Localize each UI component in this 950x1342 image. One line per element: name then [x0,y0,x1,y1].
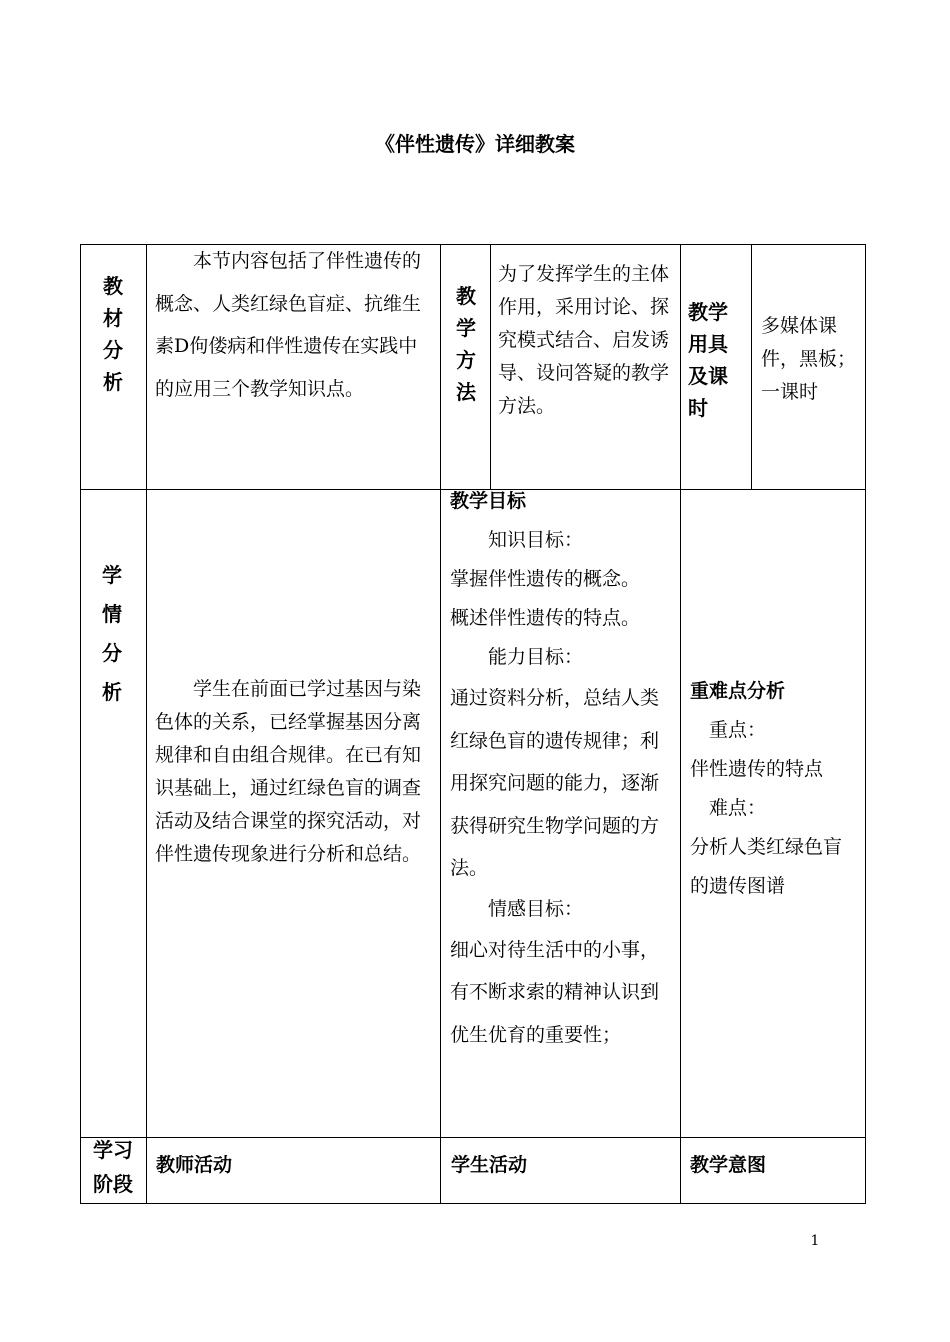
ability-label: 能力目标： [488,646,584,668]
emotion-label: 情感目标： [488,897,584,920]
method-label: 教学方法 [456,284,476,404]
table-line [80,1137,866,1138]
table-line [80,1203,866,1204]
table-line [680,244,681,1204]
table-line [80,244,81,1204]
student-analysis-label: 学情分析 [102,563,122,704]
goals-heading: 教学目标 [450,490,527,512]
difficult-label: 难点： [709,797,767,819]
teaching-intent-header: 教学意图 [690,1154,767,1176]
table-line [865,244,866,1204]
ability-text: 通过资料分析，总结人类红绿色盲的遗传规律；利用探究问题的能力，逐渐获得研究生物学问题的方法。 [450,687,660,879]
knowledge-item: 掌握伴性遗传的概念。 [450,568,641,590]
table-line [490,244,491,489]
table-line [440,244,441,1204]
key-text: 伴性遗传的特点 [690,758,824,780]
stage-label: 学习阶段 [93,1138,133,1196]
student-analysis-text: 学生在前面已学过基因与染色体的关系，已经掌握基因分离规律和自由组合规律。在已有知识基础上，通过红绿色盲的调查活动及结合课堂的探究活动，对伴性遗传现象进行分析和总结。 [155,678,422,865]
teacher-activity-header: 教师活动 [156,1154,233,1176]
key-heading: 重难点分析 [690,680,786,702]
key-label: 重点： [709,719,767,741]
emotion-text: 细心对待生活中的小事，有不断求索的精神认识到优生优育的重要性； [450,938,660,1046]
material-label: 教材分析 [103,274,123,394]
difficult-text: 分析人类红绿色盲的遗传图谱 [690,836,843,897]
tools-text: 多媒体课件，黑板；一课时 [761,315,857,403]
page-number: 1 [810,1233,820,1249]
table-line [146,244,147,1204]
student-activity-header: 学生活动 [451,1154,528,1176]
method-text: 为了发挥学生的主体作用，采用讨论、探究模式结合、启发诱导、设问答疑的教学方法。 [498,263,670,417]
knowledge-label: 知识目标： [488,529,584,551]
teaching-goals [450,482,675,1056]
knowledge-item: 概述伴性遗传的特点。 [450,607,641,629]
tools-label: 教学用具及课时 [688,300,728,420]
material-text: 本节内容包括了伴性遗传的概念、人类红绿色盲症、抗维生素D佝偻病和伴性遗传在实践中的应用三个教学知识点。 [155,250,422,400]
key-points [690,672,860,906]
table-line [751,244,752,489]
document-title: 《伴性遗传》详细教案 [375,132,575,156]
